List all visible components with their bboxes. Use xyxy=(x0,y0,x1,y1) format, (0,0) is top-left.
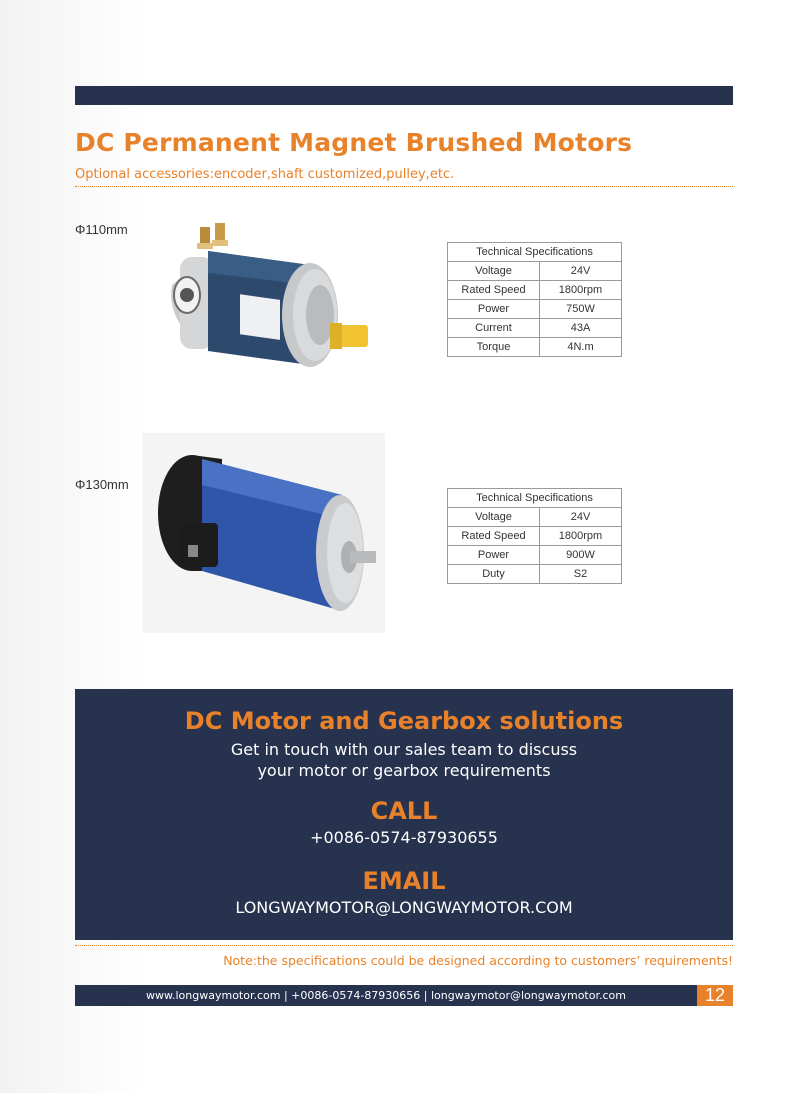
page-subtitle: Optional accessories:encoder,shaft customized,pulley,etc. xyxy=(75,167,455,182)
motor-size-label: Φ110mm xyxy=(75,222,128,237)
contact-panel xyxy=(75,689,733,940)
phone-number[interactable]: +0086-0574-87930655 xyxy=(310,828,498,847)
spec-label: Rated Speed xyxy=(448,281,540,300)
spec-row xyxy=(448,319,622,338)
motor-130mm-image xyxy=(142,433,385,633)
page-title: DC Permanent Magnet Brushed Motors xyxy=(75,128,633,157)
spec-label: Power xyxy=(448,546,540,565)
spec-row xyxy=(448,508,622,527)
spec-value: 4N.m xyxy=(540,338,622,357)
contact-text-line-2: your motor or gearbox requirements xyxy=(257,761,551,780)
motor-110mm-image xyxy=(160,215,375,385)
motor-size-label: Φ130mm xyxy=(75,477,129,492)
spec-row xyxy=(448,281,622,300)
spec-value: 1800rpm xyxy=(540,281,622,300)
contact-title: DC Motor and Gearbox solutions xyxy=(184,707,624,735)
spec-table xyxy=(447,488,622,584)
spec-label: Current xyxy=(448,319,540,338)
spec-table-title: Technical Specifications xyxy=(448,243,622,262)
spec-label: Torque xyxy=(448,338,540,357)
spec-value: 24V xyxy=(540,508,622,527)
email-heading: EMAIL xyxy=(362,867,446,895)
top-banner-bar xyxy=(75,86,733,105)
spec-row xyxy=(448,262,622,281)
spec-value: 900W xyxy=(540,546,622,565)
spec-row xyxy=(448,338,622,357)
spec-label: Power xyxy=(448,300,540,319)
spec-label: Rated Speed xyxy=(448,527,540,546)
spec-value: S2 xyxy=(540,565,622,584)
spec-row xyxy=(448,300,622,319)
contact-text-line-1: Get in touch with our sales team to discuss xyxy=(230,740,578,759)
spec-value: 43A xyxy=(540,319,622,338)
email-address[interactable]: LONGWAYMOTOR@LONGWAYMOTOR.COM xyxy=(235,898,573,917)
spec-value: 750W xyxy=(540,300,622,319)
page-number: 12 xyxy=(697,985,733,1006)
spec-table xyxy=(447,242,622,357)
title-divider xyxy=(75,186,733,187)
spec-row xyxy=(448,527,622,546)
spec-row xyxy=(448,565,622,584)
spec-value: 1800rpm xyxy=(540,527,622,546)
spec-label: Voltage xyxy=(448,262,540,281)
call-heading: CALL xyxy=(370,797,438,825)
specification-note: Note:the specifications could be designed according to customers’ requirements! xyxy=(223,953,733,968)
spec-row xyxy=(448,546,622,565)
spec-value: 24V xyxy=(540,262,622,281)
note-divider xyxy=(75,945,733,946)
spec-label: Voltage xyxy=(448,508,540,527)
footer-contact-bar: www.longwaymotor.com | +0086-0574-87930656 | longwaymotor@longwaymotor.com xyxy=(75,985,697,1006)
spec-label: Duty xyxy=(448,565,540,584)
spec-table-title: Technical Specifications xyxy=(448,489,622,508)
